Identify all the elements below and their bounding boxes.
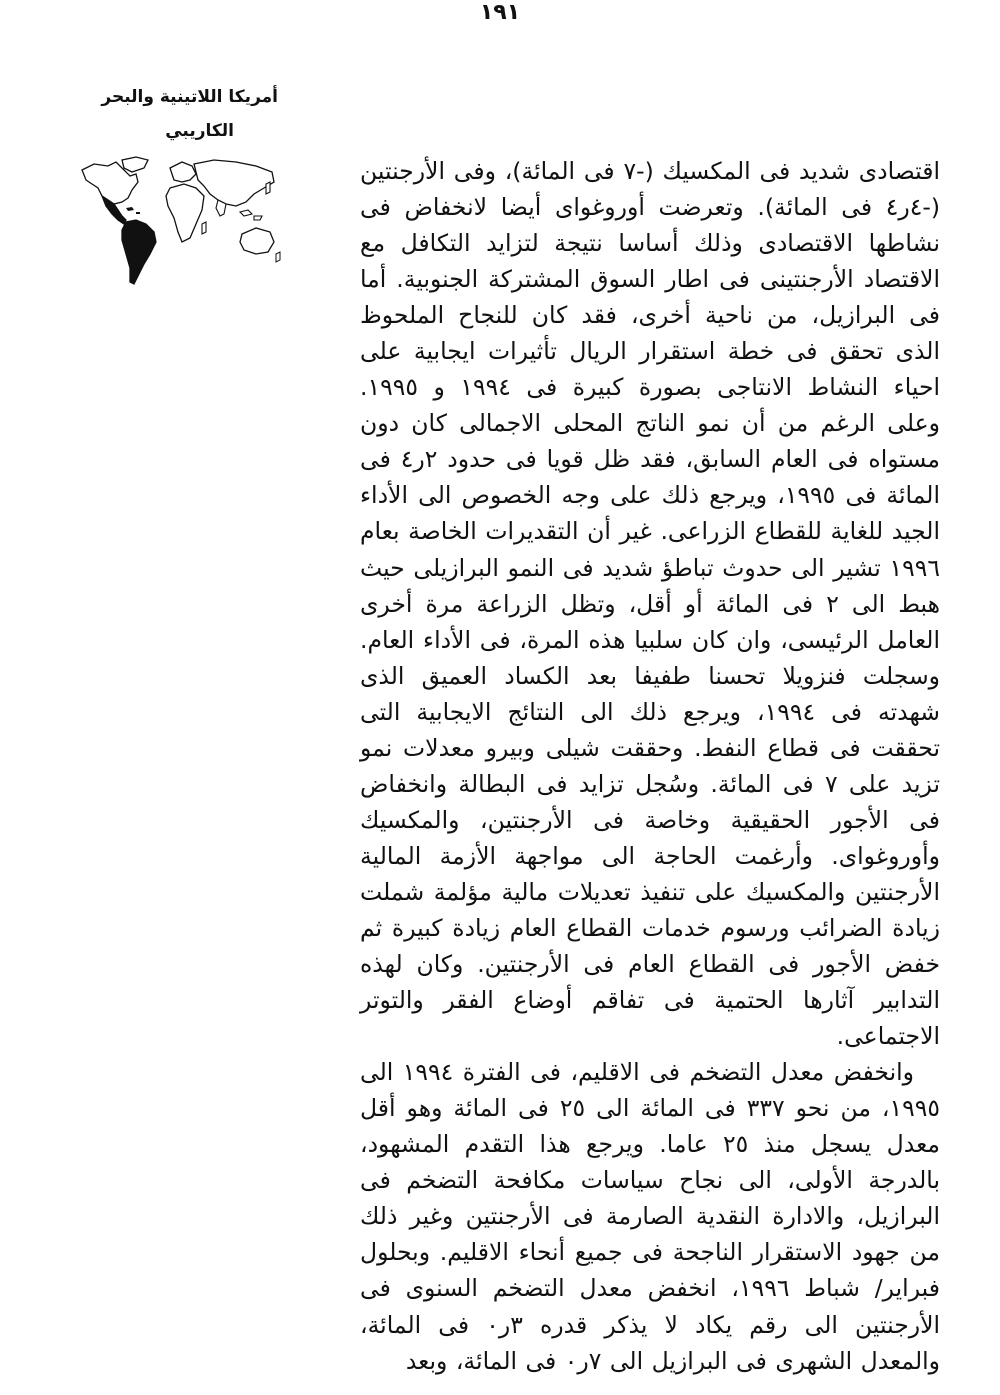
body-text [360,153,940,1379]
page-number: ١٩١ [479,0,521,25]
section-title-line-1: أمريكا اللاتينية والبحر [101,87,278,107]
paragraph-1: اقتصادى شديد فى المكسيك (-٧ فى المائة)، وفى الأرجنتين (-٤ر٤ فى المائة). وتعرضت أوروغواى أيضا لانخفاض فى نشاطها الاقتصادى وذلك أساسا نتيجة لتزايد التكافل مع الاقتصاد الأرجنتينى فى اطار السوق المشتركة الجنوبية. أما فى البرازيل، من ناحية أخرى، فقد كان للنجاح الملحوظ الذى تحقق فى خطة استقرار الريال تأثيرات ايجابية على احياء النشاط الانتاجى بصورة كبيرة فى ١٩٩٤ و ١٩٩٥. وعلى الرغم من أن نمو الناتج المحلى الاجمالى كان دون مستواه فى العام السابق، فقد ظل قويا فى حدود ٢ر٤ فى المائة فى ١٩٩٥، ويرجع ذلك على وجه الخصوص الى الأداء الجيد للغاية للقطاع الزراعى. غير أن التقديرات الخاصة بعام ١٩٩٦ تشير الى حدوث تباطؤ شديد فى النمو البرازيلى حيث هبط الى ٢ فى المائة أو أقل، وتظل الزراعة مرة أخرى العامل الرئيسى، وان كان سلبيا هذه المرة، فى الأداء العام. وسجلت فنزويلا تحسنا طفيفا بعد الكساد العميق الذى شهدته فى ١٩٩٤، ويرجع ذلك الى النتائج الايجابية التى تحققت فى قطاع النفط. وحققت شيلى وبيرو معدلات نمو تزيد على ٧ فى المائة. وسُجل تزايد فى البطالة وانخفاض فى الأجور الحقيقية وخاصة فى الأرجنتين، والمكسيك وأوروغواى. وأرغمت الحاجة الى مواجهة الأزمة المالية الأرجنتين والمكسيك على تنفيذ تعديلات مالية مؤلمة شملت زيادة الضرائب ورسوم خدمات القطاع العام زيادة كبيرة ثم خفض الأجور فى القطاع العام فى الأرجنتين. وكان لهذه التدابير آثارها الحتمية فى تفاقم أوضاع الفقر والتوتر الاجتماعى. [360,157,940,1051]
sidebar [78,80,278,148]
section-title-line-2: الكاريبي [165,121,234,141]
world-map-latin-america-highlighted-icon [78,154,282,288]
section-title [78,80,278,148]
paragraph-2: وانخفض معدل التضخم فى الاقليم، فى الفترة ١٩٩٤ الى ١٩٩٥، من نحو ٣٣٧ فى المائة الى ٢٥ فى المائة وهو أقل معدل يسجل منذ ٢٥ عاما. ويرجع هذا التقدم المشهود، بالدرجة الأولى، الى نجاح سياسات مكافحة التضخم فى البرازيل، والادارة النقدية الصارمة فى الأرجنتين وغير ذلك من جهود الاستقرار الناجحة فى جميع أنحاء الاقليم. وبحلول فبراير/ شباط ١٩٩٦، انخفض معدل التضخم السنوى فى الأرجنتين الى رقم يكاد لا يذكر قدره ٣ر٠ فى المائة، والمعدل الشهرى فى البرازيل الى ٧ر٠ فى المائة، وبعد [360,1058,941,1375]
